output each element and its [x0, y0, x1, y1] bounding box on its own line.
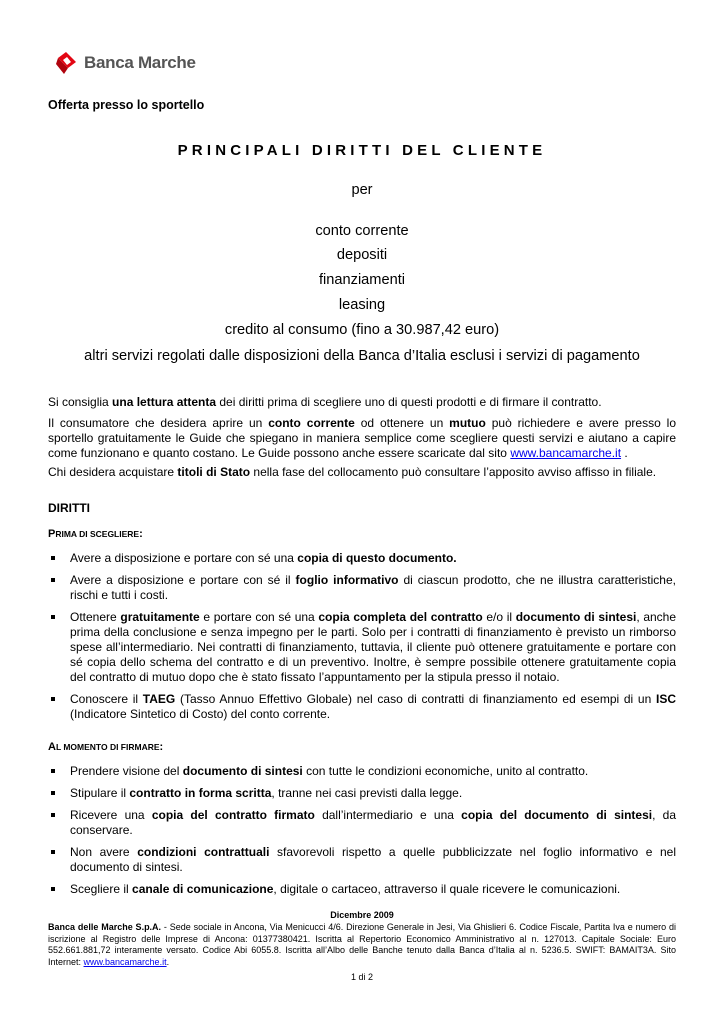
prima-di-scegliere-heading: PRIMA DI SCEGLIERE: [48, 528, 143, 540]
per-line: per [351, 182, 373, 198]
product-conto-corrente: conto corrente [315, 223, 409, 239]
bullet-icon [51, 615, 55, 619]
list-item: Avere a disposizione e portare con sé il foglio informativo di ciascun prodotto, che ne illustra caratteristiche, rischi e tutti i costi. [48, 573, 676, 603]
offerta-heading: Offerta presso lo sportello [48, 98, 205, 112]
intro-paragraph-1: Si consiglia una lettura attenta dei diritti prima di scegliere uno di questi prodotti e di firmare il contratto. [48, 395, 602, 409]
list-item: Ricevere una copia del contratto firmato dall’intermediario e una copia del documento di sintesi, da conservare. [48, 808, 676, 838]
list-item: Ottenere gratuitamente e portare con sé una copia completa del contratto e/o il documento di sintesi, anche prima della conclusione e senza impegno per le parti. Solo per i contratti di finanziamento è previsto un rimborso spese all’intermediario. Nei contratti di finanziamento, tuttavia, il cliente può ottenere gratuitamente e portare con sé copia dello schema del contratto e di un preventivo. Inoltre, è sempre possibile ottenere gratuitamente copia del contratto di mutuo dopo che è stato fissato l’appuntamento per la stipula presso il notaio. [48, 610, 676, 685]
list-item: Avere a disposizione e portare con sé una copia di questo documento. [48, 551, 676, 566]
list-item: Non avere condizioni contrattuali sfavorevoli rispetto a quelle pubblicizzate nel foglio informativo e nel documento di sintesi. [48, 845, 676, 875]
bullet-icon [51, 850, 55, 854]
prima-list [48, 551, 676, 722]
product-altri-servizi: altri servizi regolati dalle disposizioni della Banca d’Italia esclusi i servizi di pagamento [84, 348, 640, 364]
bank-logo [56, 48, 196, 78]
product-credito-consumo: credito al consumo (fino a 30.987,42 euro) [224, 322, 500, 338]
bullet-icon [51, 791, 55, 795]
momento-list [48, 764, 676, 897]
footer-website-link[interactable]: www.bancamarche.it [83, 956, 167, 967]
footer-legal: Banca delle Marche S.p.A. - Sede sociale in Ancona, Via Menicucci 4/6. Direzione Generale in Jesi, Via Ghislieri 6. Codice Fiscale, Partita Iva e numero di iscrizione al Registro delle Imprese di Ancona: 01377380421. Iscritta al Repertorio Economico Amministrativo al n. 127013. Capitale Sociale: Euro 552.661.881,72 interamente versato. Codice Abi 6055.8. Iscritta all’Albo delle Banche tenuto dalla Banca d’Italia al n. 5236.5. SWIFT: BAMAIT3A. Sito Internet: www.bancamarche.it. [48, 922, 676, 967]
product-leasing: leasing [338, 297, 386, 313]
product-finanziamenti: finanziamenti [319, 272, 405, 288]
bullet-icon [51, 578, 55, 582]
list-item: Stipulare il contratto in forma scritta, tranne nei casi previsti dalla legge. [48, 786, 676, 801]
intro-paragraph-3: Chi desidera acquistare titoli di Stato nella fase del collocamento può consultare l’apposito avviso affisso in filiale. [48, 465, 657, 479]
product-depositi: depositi [336, 247, 388, 263]
bullet-icon [51, 556, 55, 560]
bullet-icon [51, 697, 55, 701]
bancamarche-link[interactable]: www.bancamarche.it [510, 446, 622, 460]
al-momento-di-firmare-heading: AL MOMENTO DI FIRMARE: [48, 741, 164, 753]
logo-text: Banca Marche [84, 53, 196, 72]
bullet-icon [51, 769, 55, 773]
list-item: Prendere visione del documento di sintesi con tutte le condizioni economiche, unito al contratto. [48, 764, 676, 779]
list-item: Scegliere il canale di comunicazione, digitale o cartaceo, attraverso il quale ricevere le comunicazioni. [48, 882, 676, 897]
list-item: Conoscere il TAEG (Tasso Annuo Effettivo Globale) nel caso di contratti di finanziamento ed esempi di un ISC (Indicatore Sintetico di Costo) del conto corrente. [48, 692, 676, 722]
footer-date: Dicembre 2009 [330, 910, 394, 920]
bullet-icon [51, 813, 55, 817]
intro-paragraph-2: Il consumatore che desidera aprire un conto corrente od ottenere un mutuo può richiedere e avere presso lo sportello gratuitamente le Guide che spiegano in maniera semplice come scegliere questi servizi e aiutano a capire come funzionano e quanto costano. Le Guide possono anche essere scaricate dal sito www.bancamarche.it . [48, 416, 676, 460]
diritti-heading: DIRITTI [48, 501, 90, 515]
page-number: 1 di 2 [350, 972, 374, 982]
bank-logo-icon [56, 50, 78, 76]
page-title: PRINCIPALI DIRITTI DEL CLIENTE [177, 142, 547, 159]
bullet-icon [51, 887, 55, 891]
